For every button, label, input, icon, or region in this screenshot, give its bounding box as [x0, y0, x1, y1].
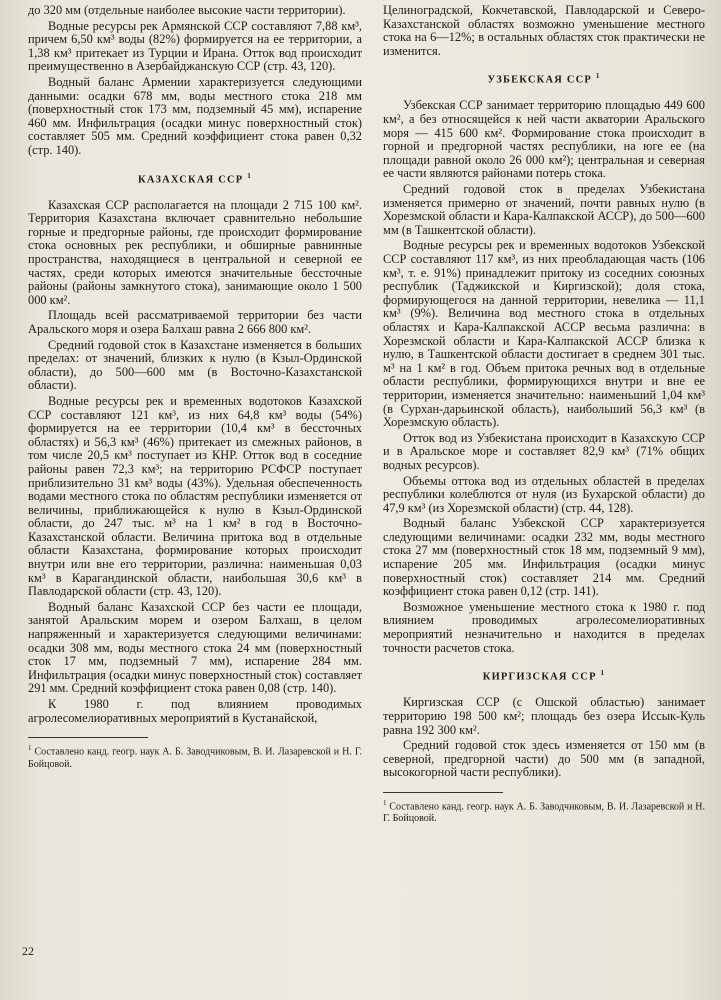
- paragraph: К 1980 г. под влиянием проводимых агролесомелиоративных мероприятий в Кустанайской,: [28, 697, 362, 725]
- section-heading-uzbek-ssr: [383, 70, 705, 87]
- paragraph: Средний годовой сток в пределах Узбекистана изменяется примерно от значений, почти равных нулю (в Хорезмской области и Кара-Калпакской АССР), до 500—600 мм (в Ташкентской области).: [383, 182, 705, 237]
- paragraph: Возможное уменьшение местного стока к 1980 г. под влиянием проводимых агролесомелиоративных мероприятий незначительно и находится в пределах точности расчетов стока.: [383, 599, 705, 655]
- paragraph: Средний годовой сток здесь изменяется от 150 мм (в северной, предгорной части) до 500 мм (в западной, высокогорной части республики).: [383, 738, 705, 780]
- page-number: 22: [22, 944, 34, 958]
- paragraph: Водные ресурсы рек Армянской ССР составляют 7,88 км³, причем 6,50 км³ воды (82%) формируется на ее территории, а 1,38 км³ притекает из Турции и Ирана. Отток вод происходит преимущественно в Азербайджанскую ССР (стр. 43, 120).: [28, 18, 362, 74]
- paragraph: Объемы оттока вод из отдельных областей в пределах республики колеблются от нуля (из Бухарской области) до 47,9 км³ (из Хорезмской области) (стр. 44, 128).: [383, 473, 705, 515]
- footnote-marker: 1: [383, 798, 387, 807]
- paragraph: Водный баланс Армении характеризуется следующими данными: осадки 678 мм, воды местного стока 218 мм (поверхностный сток 173 мм, подземный 45 мм), испарение 460 мм. Инфильтрация (осадки минус поверхностный сток) составляет 505 мм. Средний коэффициент стока равен 0,32 (стр. 140).: [28, 74, 362, 157]
- footnote: [383, 797, 705, 825]
- footnote-divider: [28, 737, 148, 738]
- footnote-text: Составлено канд. геогр. наук А. Б. Заводчиковым, В. И. Лазаревской и Н. Г. Бойцовой.: [383, 801, 705, 825]
- paragraph: Водные ресурсы рек и временных водотоков Казахской ССР составляют 121 км³, из них 64,8 км³ воды (54%) формируется на ее территории (10,4 км³ в бессточных областях) и 56,3 км³ (46%) притекает из смежных районов, в том числе 20,5 км³ поступает из КНР. Отток вод в соседние районы равен 72,3 км³; на территорию РСФСР поступает приблизительно 31 км³ воды (43%). Удельная обеспеченность водами местного стока по областям республики изменяется от величины, приближающейся к нулю в Кзыл-Ординской области, до 247 тыс. м³ на 1 км² в год в Восточно-Казахстанской области. Величина притока вод в отдельные области Казахстана, формирование которых происходит внутри или вне его территории, различна: наименьшая 0,03 км³ в Карагандинской области, наибольшая 30,6 км³ в Павлодарской области (стр. 43, 120).: [28, 393, 362, 599]
- footnote-marker: 1: [595, 72, 601, 81]
- right-column: [383, 4, 705, 827]
- paragraph: Водные ресурсы рек и временных водотоков Узбекской ССР составляют 117 км³, из них преобладающая часть (106 км³, т. е. 91%) принадлежит притоку из соседних союзных республик (Таджикской и Киргизской); доля стока, формирующегося на данной территории, невелика — 11,1 км³ (9%). Величина вод местного стока в отдельных областях и Кара-Калпакской АССР весьма различна: в Хорезмской области и Кара-Калпакской АССР близка к нулю, в Ташкентской области достигает в среднем 301 тыс. м³ на 1 км² в год. Объем притока речных вод в отдельные области республики, формирующихся внутри и вне ее территории, изменяется значительно: наименьший 1,04 км³ (в Сурхан-дарьинской область), наибольший 56,3 км³ (в Хорезмскую область).: [383, 238, 705, 430]
- paragraph: до 320 мм (отдельные наиболее высокие части территории).: [28, 3, 346, 17]
- section-heading-kyrgyz-ssr: [383, 667, 705, 684]
- paragraph: Целиноградской, Кокчетавской, Павлодарской и Северо-Казахстанской областях возможно уменьшение местного стока на 6—12%; в остальных областях сток практически не изменится.: [383, 3, 705, 58]
- paragraph: Водный баланс Узбекской ССР характеризуется следующими величинами: осадки 232 мм, воды местного стока 27 мм (поверхностный сток 18 мм, подземный 9 мм), испарение 205 мм. Инфильтрация (осадки минус поверхностный сток) составляет 214 мм. Средний коэффициент стока равен 0,12 (стр. 141).: [383, 516, 705, 599]
- footnote-marker: 1: [247, 171, 252, 180]
- footnote-marker: 1: [600, 669, 606, 678]
- footnote-divider: [383, 792, 503, 793]
- paragraph: Киргизская ССР (с Ошской областью) занимает территорию 198 500 км²; площадь без озера Иссык-Куль равна 192 300 км².: [383, 695, 705, 737]
- paragraph: Казахская ССР располагается на площади 2 715 100 км². Территория Казахстана включает сравнительно небольшие горные и предгорные районы, где происходит формирование стока основных рек республики, и обширные равнинные пространства, находящиеся в центральной и северной ее частях, среди которых имеются значительные бессточные районы (районы замкнутого стока), занимающие около 1 500 000 км².: [28, 197, 362, 307]
- section-heading-text: КАЗАХСКАЯ ССР: [138, 174, 244, 186]
- section-heading-text: УЗБЕКСКАЯ ССР: [487, 74, 593, 86]
- paragraph: Водный баланс Казахской ССР без части ее площади, занятой Аральским морем и озером Балхаш, в целом напряженный и характеризуется следующими величинами: осадки 308 мм, воды местного стока 24 мм (поверхностный сток 17 мм, подземный 7 мм), испарение 284 мм. Инфильтрация (осадки минус поверхностный сток) составляет 291 мм. Средний коэффициент стока равен 0,08 (стр. 140).: [28, 599, 362, 696]
- left-column: [28, 4, 362, 773]
- section-heading-text: КИРГИЗСКАЯ ССР: [482, 671, 597, 683]
- footnote-text: Составлено канд. геогр. наук А. Б. Заводчиковым, В. И. Лазаревской и Н. Г. Бойцовой.: [28, 746, 362, 770]
- paragraph: Узбекская ССР занимает территорию площадью 449 600 км², а без относящейся к ней части акватории Аральского моря — 415 600 км². Формирование стока происходит в горной и предгорной частях республики, на юге ее (на площади равной около 26 000 км²); центральная и северная ее части являются районами потерь стока.: [383, 98, 705, 181]
- paragraph: Площадь всей рассматриваемой территории без части Аральского моря и озера Балхаш равна 2 666 800 км².: [28, 308, 362, 336]
- footnote-marker: 1: [28, 744, 32, 753]
- footnote: [28, 742, 362, 770]
- section-heading-kazakh-ssr: [28, 170, 362, 187]
- paragraph: Отток вод из Узбекистана происходит в Казахскую ССР и в Аральское море и составляет 82,9 км³ (71% общих водных ресурсов).: [383, 430, 705, 472]
- paragraph: Средний годовой сток в Казахстане изменяется в больших пределах: от значений, близких к нулю (в Кзыл-Ординской области), до 500—600 мм (в Восточно-Казахстанской области).: [28, 337, 362, 393]
